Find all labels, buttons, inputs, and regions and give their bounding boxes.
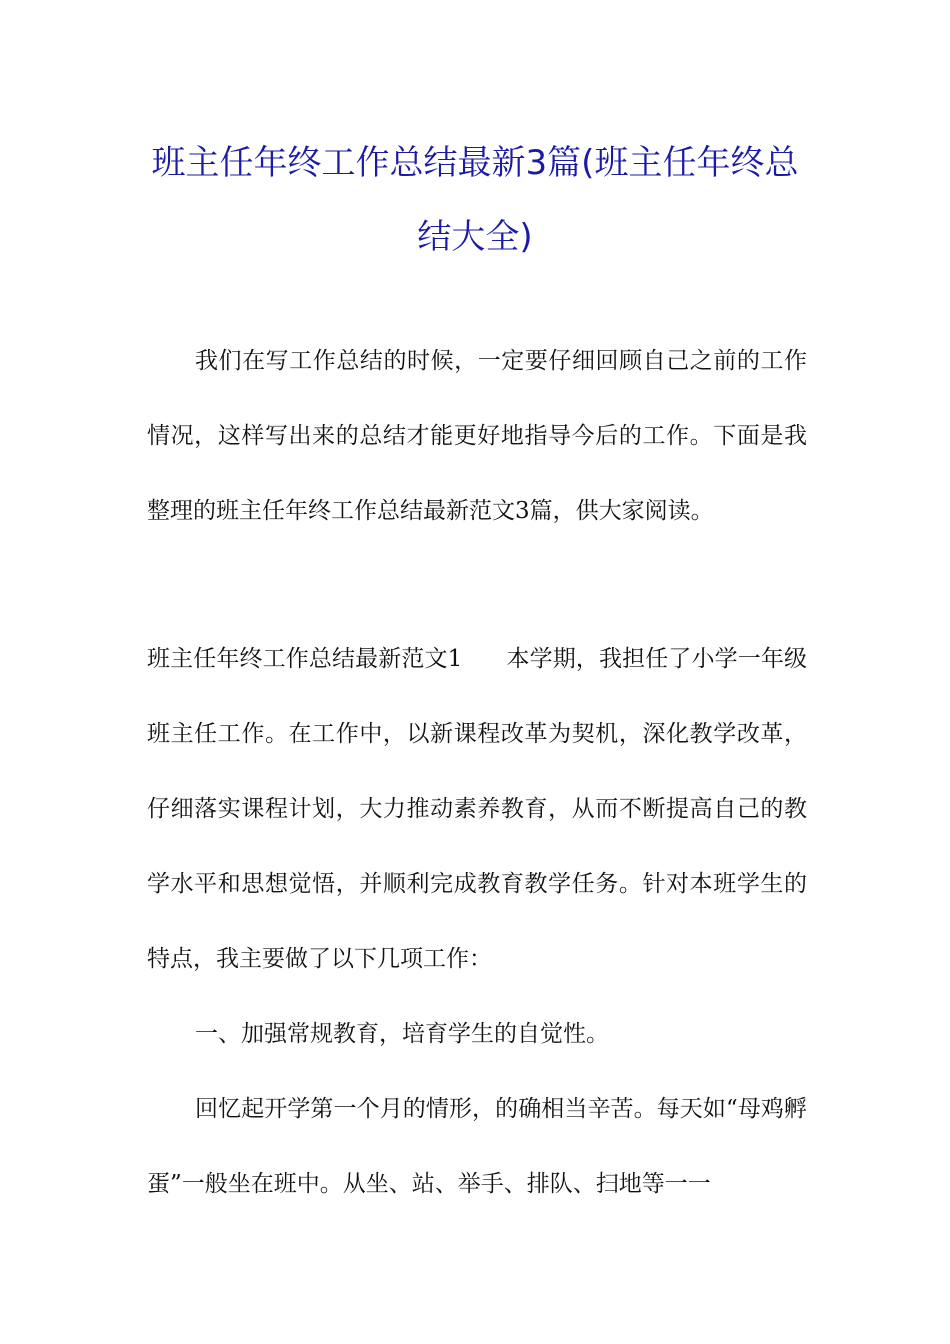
sample-paragraph xyxy=(147,622,807,997)
document-title: 班主任年终工作总结最新3篇(班主任年终总结大全) xyxy=(151,143,799,257)
sample-body: 本学期，我担任了小学一年级班主任工作。在工作中，以新课程改革为契机，深化教学改革，仔细落实课程计划，大力推动素养教育，从而不断提高自己的教学水平和思想觉悟，并顺利完成教育教学任务。针对本班学生的特点，我主要做了以下几项工作： xyxy=(147,646,808,972)
recall-paragraph: 回忆起开学第一个月的情形，的确相当辛苦。每天如“母鸡孵蛋”一般坐在班中。从坐、站、举手、排队、扫地等一一 xyxy=(147,1096,807,1197)
intro-paragraph: 我们在写工作总结的时候，一定要仔细回顾自己之前的工作情况，这样写出来的总结才能更好地指导今后的工作。下面是我整理的班主任年终工作总结最新范文3篇，供大家阅读。 xyxy=(147,348,807,524)
sample-heading: 班主任年终工作总结最新范文1 xyxy=(147,646,463,672)
section-heading-1: 一、加强常规教育，培育学生的自觉性。 xyxy=(195,1021,609,1047)
